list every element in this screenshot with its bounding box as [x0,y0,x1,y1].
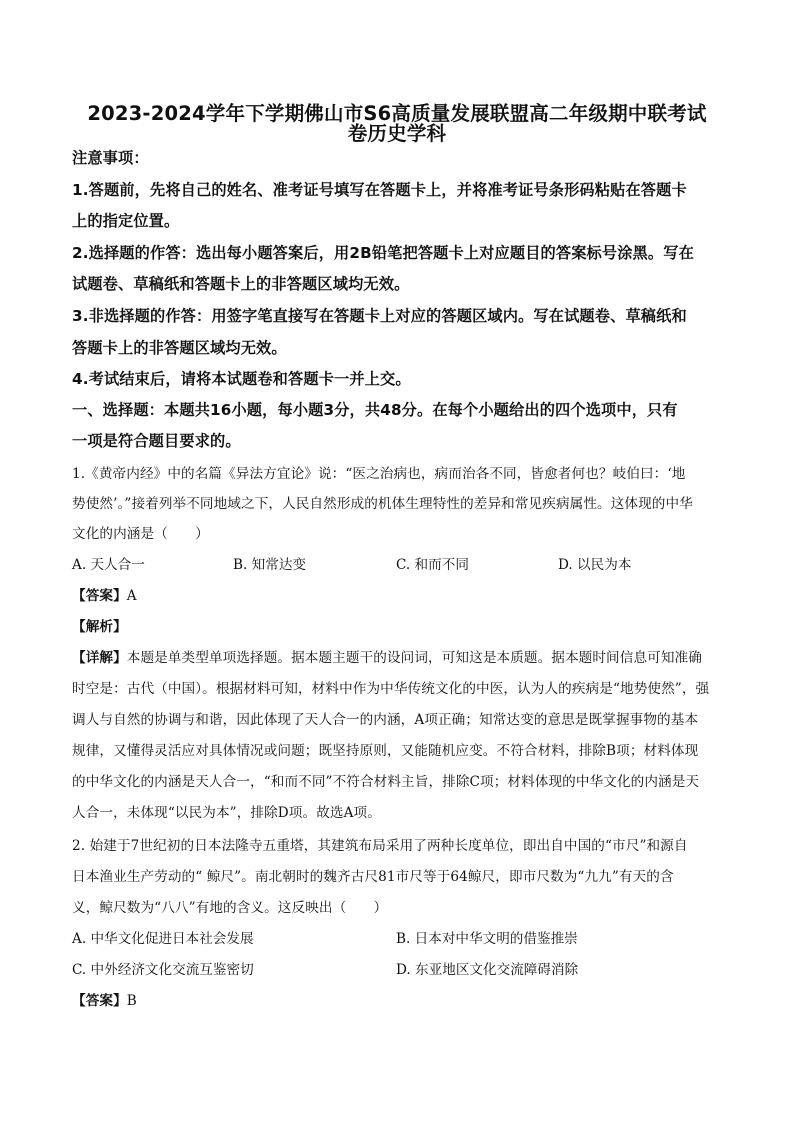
question-2-answer [72,991,732,1011]
notice-line-6: 答题卡上的非答题区域均无效。 [72,339,287,357]
question-1-option-a: A. 天人合一 [72,557,145,573]
question-1-option-d: D. 以民为本 [558,557,632,573]
analysis-tag: 【解析】 [72,619,127,635]
section-heading-line-2: 一项是符合题目要求的。 [72,432,241,450]
question-1-option-b: B. 知常达变 [233,557,307,573]
answer-tag: 【答案】 [72,588,127,604]
question-1-analysis-tag [72,617,732,637]
notice-line-7: 4.考试结束后，请将本试题卷和答题卡一并上交。 [72,370,411,388]
answer-value: A [126,588,137,604]
question-2-option-c: C. 中外经济文化交流互鉴密切 [72,962,254,978]
question-2-line-3: 义，鲸尺数为“八八”有地的含义。这反映出（ ） [72,900,388,916]
detail-text: 本题是单类型单项选择题。据本题主题干的设问词，可知这是本质题。据本题时间信息可知准确 [126,650,702,666]
question-1-answer [72,586,732,606]
document-title-line-2: 卷历史学科 [347,122,447,145]
notice-line-1: 1.答题前，先将自己的姓名、准考证号填写在答题卡上，并将准考证号条形码粘贴在答题卡 [72,181,687,199]
question-1-detail-line-3: 调人与自然的协调与和谐，因此体现了天人合一的内涵，A项正确；知常达变的意思是既掌握事物的基本 [72,712,699,728]
detail-tag: 【详解】 [72,650,127,666]
section-heading-line-1: 一、选择题：本题共16小题，每小题3分，共48分。在每个小题给出的四个选项中，只有 [72,401,678,419]
question-1-detail-line-2: 时空是：古代（中国）。根据材料可知，材料中作为中华传统文化的中医，认为人的疾病是“地势使然”，强 [72,681,710,697]
question-2-line-1: 2. 始建于7世纪初的日本法隆寺五重塔，其建筑布局采用了两种长度单位，即出自中国的“市尺”和源自 [72,838,688,854]
question-1-line-2: 势使然’。”接着列举不同地域之下，人民自然形成的机体生理特性的差异和常见疾病属性。这体现的中华 [72,496,693,512]
answer-value: B [126,993,137,1009]
document-title-line-1: 2023-2024学年下学期佛山市S6高质量发展联盟高二年级期中联考试 [87,102,707,125]
question-1-detail-line-1 [72,648,732,668]
notice-line-3: 2.选择题的作答：选出每小题答案后，用2B铅笔把答题卡上对应题目的答案标号涂黑。写在 [72,244,694,262]
question-2-line-2: 日本渔业生产劳动的“ 鲸尺”。南北朝时的魏齐古尺81市尺等于64鲸尺，即市尺数为“九九”有天的含 [72,869,674,885]
question-1-detail-line-5: 的中华文化的内涵是天人合一，“和而不同”不符合材料主旨，排除C项；材料体现的中华文化的内涵是天 [72,774,700,790]
answer-tag: 【答案】 [72,993,127,1009]
question-1-line-3: 文化的内涵是（ ） [72,526,209,542]
notice-line-5: 3.非选择题的作答：用签字笔直接写在答题卡上对应的答题区域内。写在试题卷、草稿纸和 [72,307,687,325]
question-1-detail-line-6: 人合一，未体现“以民为本”，排除D项。故选A项。 [72,805,381,821]
question-2-option-b: B. 日本对中华文明的借鉴推崇 [396,931,578,947]
question-1-option-c: C. 和而不同 [396,557,469,573]
question-1-line-1: 1.《黄帝内经》中的名篇《异法方宜论》说：“医之治病也，病而治各不同，皆愈者何也？岐伯曰：‘地 [72,466,686,482]
question-1-detail-line-4: 规律，又懂得灵活应对具体情况或问题；既坚持原则，又能随机应变。不符合材料，排除B项；材料体现 [72,743,699,759]
question-2-option-d: D. 东亚地区文化交流障碍消除 [396,962,579,978]
question-2-option-a: A. 中华文化促进日本社会发展 [72,931,254,947]
notice-line-4: 试题卷、草稿纸和答题卡上的非答题区域均无效。 [72,275,410,293]
notice-heading: 注意事项： [72,149,149,167]
notice-line-2: 上的指定位置。 [72,212,180,230]
